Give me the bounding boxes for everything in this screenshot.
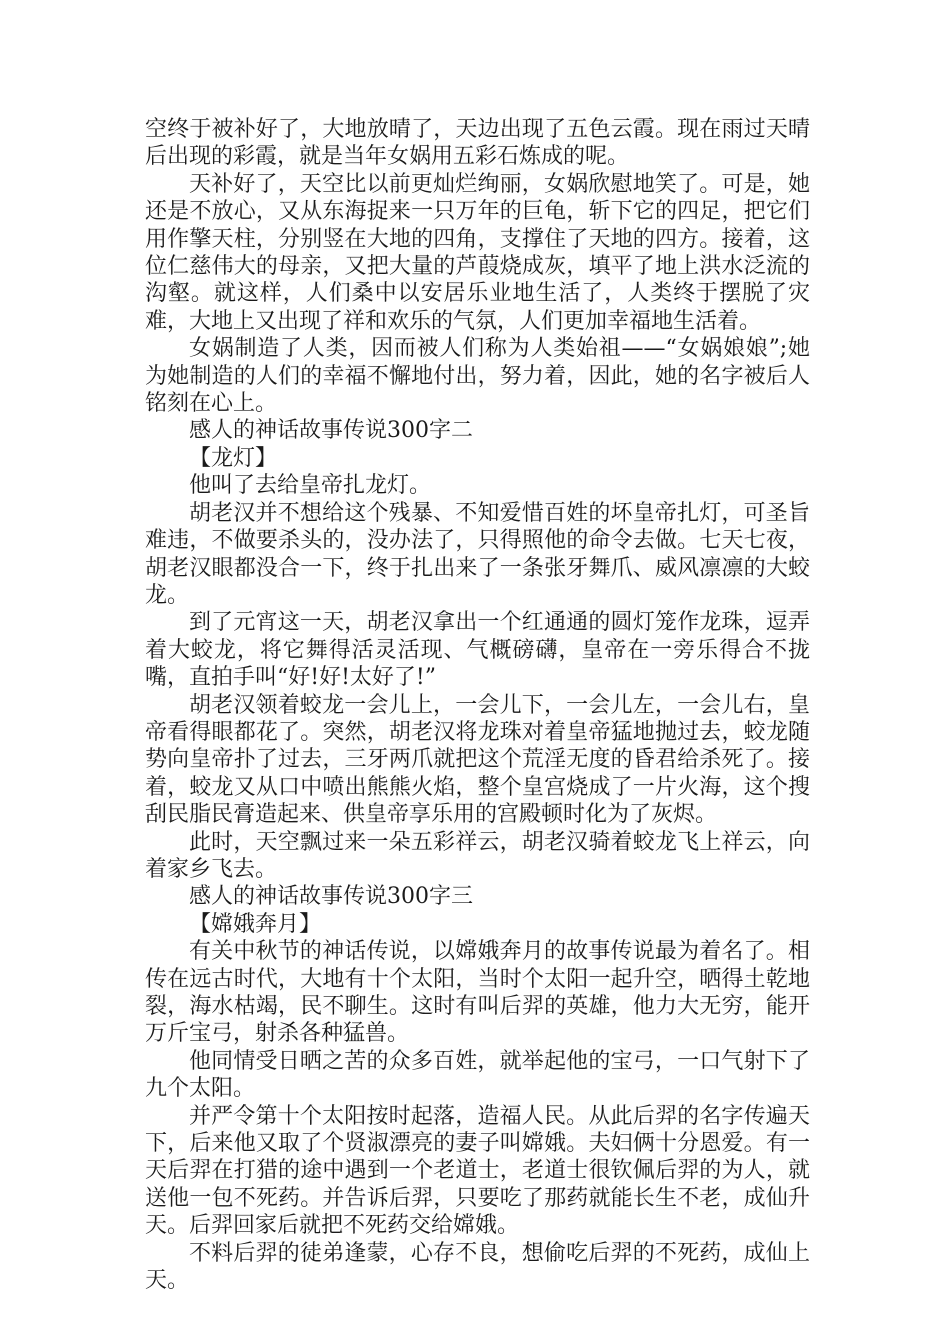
document-page <box>145 116 810 1294</box>
paragraph: 此时，天空飘过来一朵五彩祥云，胡老汉骑着蛟龙飞上祥云，向着家乡飞去。 <box>145 829 810 882</box>
section-heading: 感人的神话故事传说300字二 <box>189 418 473 444</box>
paragraph: 并严令第十个太阳按时起落，造福人民。从此后羿的名字传遍天下，后来他又取了个贤淑漂亮的妻子叫嫦娥。夫妇俩十分恩爱。有一天后羿在打猎的途中遇到一个老道士，老道士很钦佩后羿的为人，就送他一包不死药。并告诉后羿，只要吃了那药就能长生不老，成仙升天。后羿回家后就把不死药交给嫦娥。 <box>145 1103 810 1239</box>
paragraph: 天补好了，天空比以前更灿烂绚丽，女娲欣慰地笑了。可是，她还是不放心，又从东海捉来一只万年的巨龟，斩下它的四足，把它们用作擎天柱，分别竖在大地的四角，支撑住了天地的四方。接着，这位仁慈伟大的母亲，又把大量的芦葭烧成灰，填平了地上洪水泛流的沟壑。就这样，人们桑中以安居乐业地生活了，人类终于摆脱了灾难，大地上又出现了祥和欢乐的气氛，人们更加幸福地生活着。 <box>145 171 810 334</box>
paragraph: 到了元宵这一天，胡老汉拿出一个红通通的圆灯笼作龙珠，逗弄着大蛟龙，将它舞得活灵活现、气概磅礴，皇帝在一旁乐得合不拢嘴，直拍手叫“好!好!太好了!” <box>145 610 810 691</box>
story-title: 【嫦娥奔月】 <box>189 911 322 937</box>
story-title: 【龙灯】 <box>189 445 278 471</box>
paragraph: 他叫了去给皇帝扎龙灯。 <box>189 473 432 499</box>
paragraph: 胡老汉领着蛟龙一会儿上，一会儿下，一会儿左，一会儿右，皇帝看得眼都花了。突然，胡老汉将龙珠对着皇帝猛地抛过去，蛟龙随势向皇帝扑了过去，三牙两爪就把这个荒淫无度的昏君给杀死了。接着，蛟龙又从口中喷出熊熊火焰，整个皇宫烧成了一片火海，这个搜刮民脂民膏造起来、供皇帝享乐用的宫殿顿时化为了灰烬。 <box>145 692 810 828</box>
paragraph: 他同情受日晒之苦的众多百姓，就举起他的宝弓，一口气射下了九个太阳。 <box>145 1048 810 1102</box>
section-heading: 感人的神话故事传说300字三 <box>189 884 473 910</box>
paragraph: 空终于被补好了，大地放晴了，天边出现了五色云霞。现在雨过天晴后出现的彩霞，就是当年女娲用五彩石炼成的呢。 <box>145 117 810 170</box>
paragraph: 胡老汉并不想给这个残暴、不知爱惜百姓的坏皇帝扎灯，可圣旨难违，不做要杀头的，没办法了，只得照他的命令去做。七天七夜，胡老汉眼都没合一下，终于扎出来了一条张牙舞爪、威风凛凛的大蛟龙。 <box>145 500 810 608</box>
paragraph: 女娲制造了人类，因而被人们称为人类始祖——“女娲娘娘”;她为她制造的人们的幸福不懈地付出，努力着，因此，她的名字被后人铭刻在心上。 <box>145 336 810 417</box>
paragraph: 不料后羿的徒弟逢蒙，心存不良，想偷吃后羿的不死药，成仙上天。 <box>145 1240 810 1294</box>
paragraph: 有关中秋节的神话传说，以嫦娥奔月的故事传说最为着名了。相传在远古时代，大地有十个太阳，当时个太阳一起升空，晒得土乾地裂，海水枯竭，民不聊生。这时有叫后羿的英雄，他力大无穷，能开万斤宝弓，射杀各种猛兽。 <box>145 939 810 1047</box>
